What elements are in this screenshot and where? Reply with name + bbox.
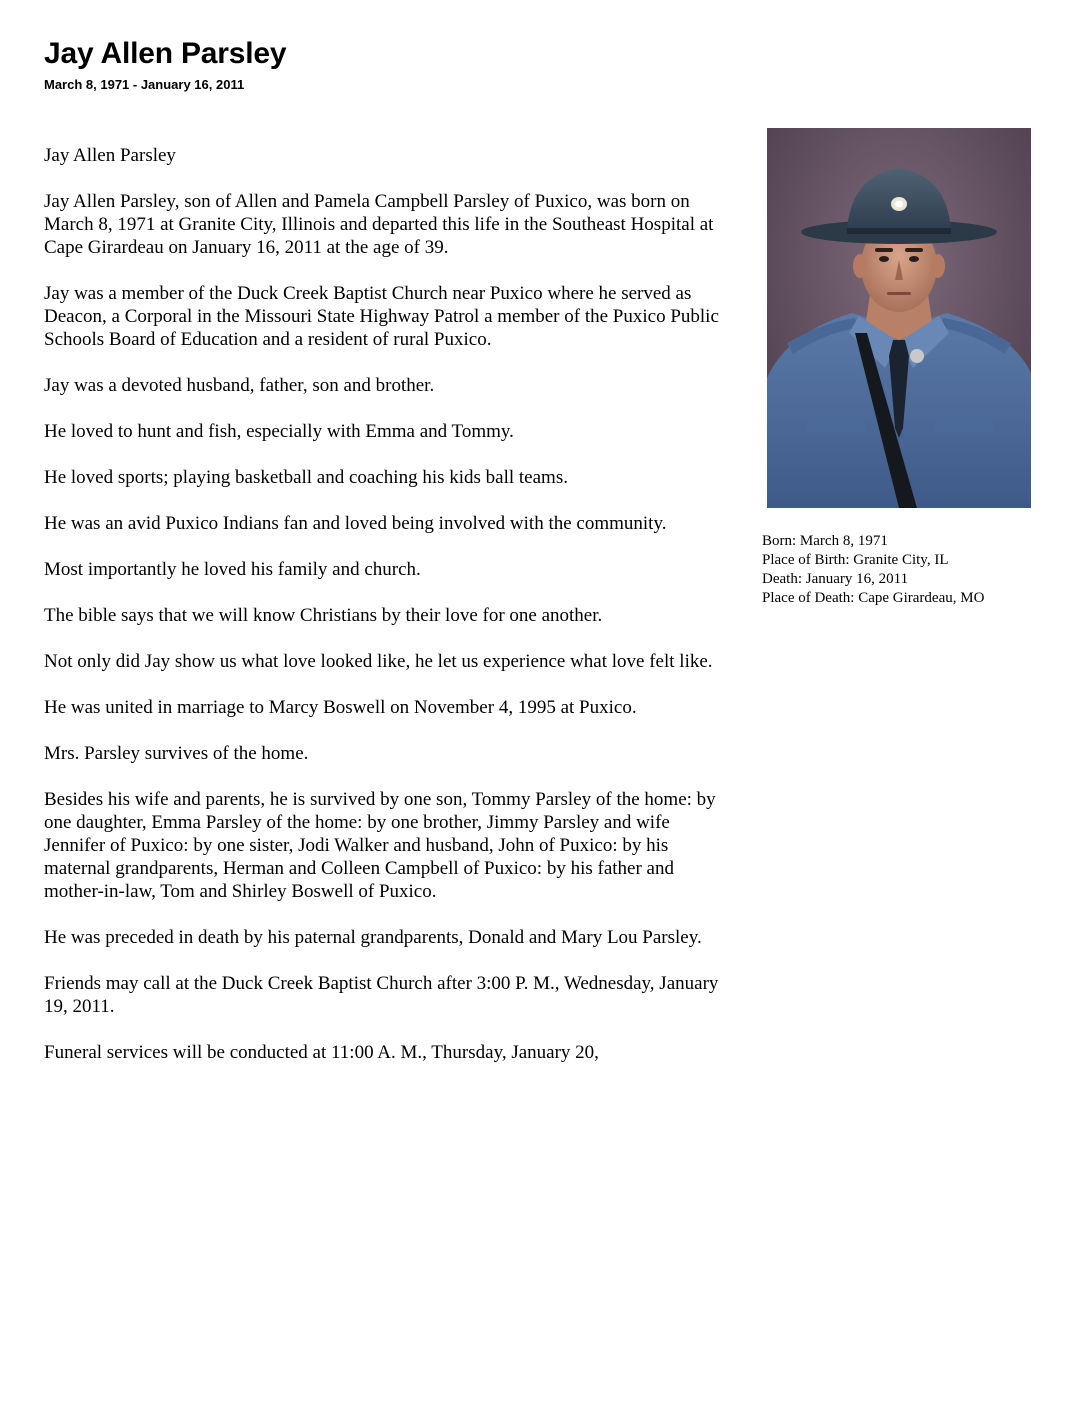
page-title: Jay Allen Parsley <box>44 37 287 70</box>
paragraph-hunt: He loved to hunt and fish, especially with Emma and Tommy. <box>44 421 514 442</box>
paragraph-bible: The bible says that we will know Christians by their love for one another. <box>44 605 603 626</box>
paragraph-membership: Jay was a member of the Duck Creek Baptist Church near Puxico where he served as Deacon, a Corporal in the Missouri State Highway Patrol a member of the Puxico Public Schools Board of Education and a resident of rural Puxico. <box>44 283 719 350</box>
paragraph-family: Most importantly he loved his family and church. <box>44 559 421 580</box>
paragraph-preceded: He was preceded in death by his paternal grandparents, Donald and Mary Lou Parsley. <box>44 927 702 948</box>
paragraph-funeral: Funeral services will be conducted at 11:00 A. M., Thursday, January 20, <box>44 1042 599 1063</box>
paragraph-marriage: He was united in marriage to Marcy Boswell on November 4, 1995 at Puxico. <box>44 697 637 718</box>
fact-place-of-birth: Place of Birth: Granite City, IL <box>762 552 949 568</box>
portrait-photo <box>767 128 1031 508</box>
paragraph-survives: Mrs. Parsley survives of the home. <box>44 743 309 764</box>
paragraph-devoted: Jay was a devoted husband, father, son and brother. <box>44 375 435 396</box>
fact-born: Born: March 8, 1971 <box>762 533 888 549</box>
paragraph-love: Not only did Jay show us what love looked like, he let us experience what love felt like. <box>44 651 713 672</box>
paragraph-sports: He loved sports; playing basketball and coaching his kids ball teams. <box>44 467 568 488</box>
paragraph-fan: He was an avid Puxico Indians fan and loved being involved with the community. <box>44 513 667 534</box>
obituary-body <box>44 144 734 1087</box>
paragraph-visitation: Friends may call at the Duck Creek Baptist Church after 3:00 P. M., Wednesday, January 19, 2011. <box>44 973 719 1017</box>
header <box>44 36 744 94</box>
vital-facts <box>762 532 1062 608</box>
life-dates: March 8, 1971 - January 16, 2011 <box>44 77 245 92</box>
portrait-illustration <box>767 128 1031 508</box>
paragraph-name: Jay Allen Parsley <box>44 145 176 166</box>
paragraph-birth: Jay Allen Parsley, son of Allen and Pamela Campbell Parsley of Puxico, was born on March 8, 1971 at Granite City, Illinois and departed this life in the Southeast Hospital at Cape Girardeau on January 16, 2011 at the age of 39. <box>44 191 714 258</box>
paragraph-survivors: Besides his wife and parents, he is survived by one son, Tommy Parsley of the home: by one daughter, Emma Parsley of the home: by one brother, Jimmy Parsley and wife Jennifer of Puxico: by one sister, Jodi Walker and husband, John of Puxico: by his maternal grandparents, Herman and Colleen Campbell of Puxico: by his father and mother-in-law, Tom and Shirley Boswell of Puxico. <box>44 789 716 902</box>
fact-place-of-death: Place of Death: Cape Girardeau, MO <box>762 590 985 606</box>
fact-death: Death: January 16, 2011 <box>762 571 909 587</box>
